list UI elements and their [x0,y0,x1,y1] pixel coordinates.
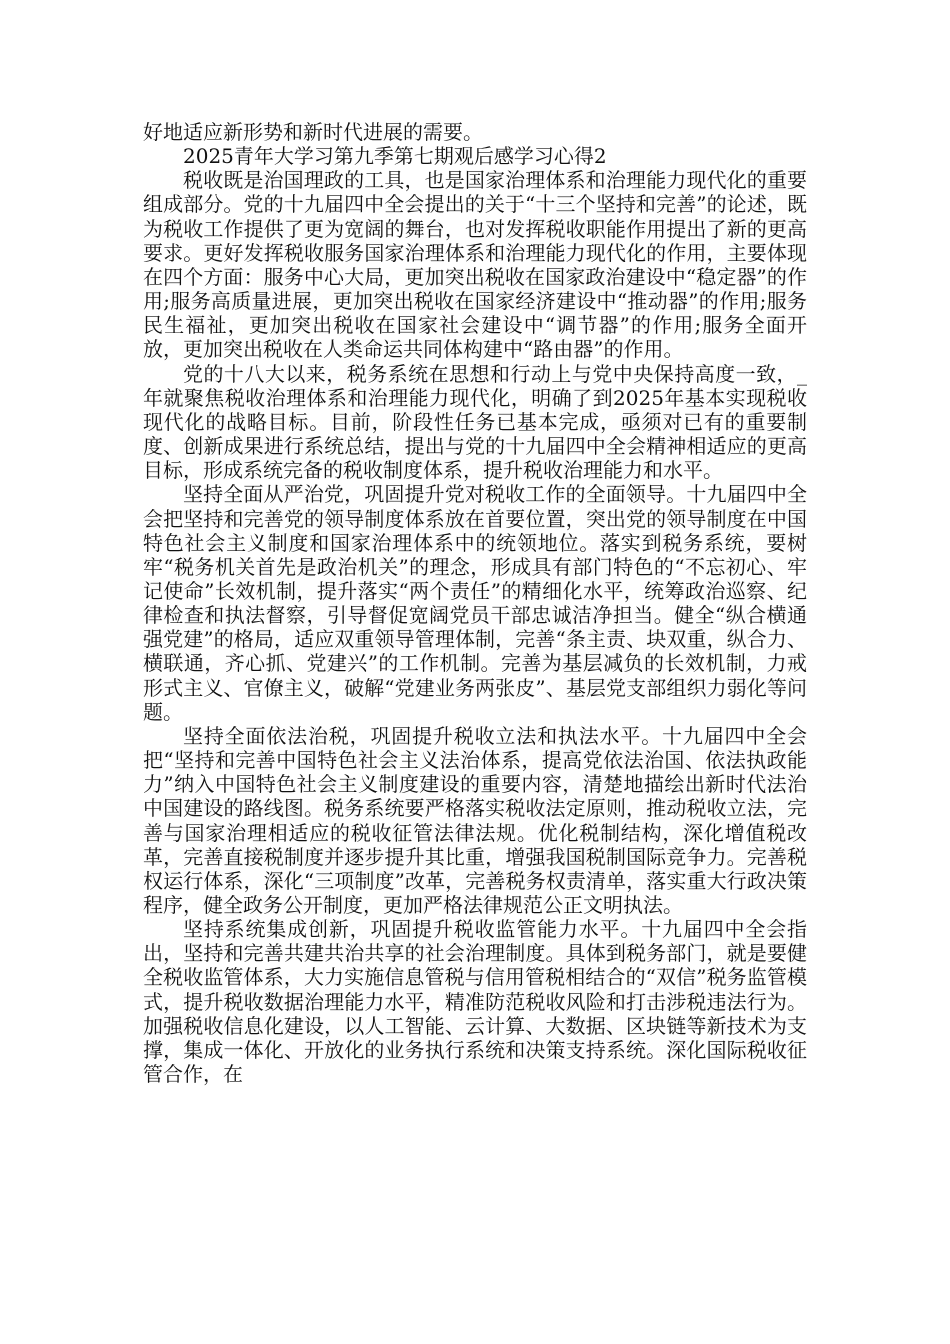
paragraph-system-innovation: 坚持系统集成创新，巩固提升税收监管能力水平。十九届四中全会指出，坚持和完善共建共治共享的社会治理制度。具体到税务部门，就是要健全税收监管体系，大力实施信息管税与信用管税相结合的“双信”税务监管模式，提升税收数据治理能力水平，精准防范税收风险和打击涉税违法行为。加强税收信息化建设，以人工智能、云计算、大数据、区块链等新技术为支撑，集成一体化、开放化的业务执行系统和决策支持系统。深化国际税收征管合作，在 [143,917,807,1087]
paragraph-rule-of-law: 坚持全面依法治税，巩固提升税收立法和执法水平。十九届四中全会把“坚持和完善中国特色社会主义法治体系，提高党依法治国、依法执政能力”纳入中国特色社会主义制度建设的重要内容，清楚地描绘出新时代法治中国建设的路线图。税务系统要严格落实税收法定原则，推动税收立法，完善与国家治理相适应的税收征管法律法规。优化税制结构，深化增值税改革，完善直接税制度并逐步提升其比重，增强我国税制国际竞争力。完善税权运行体系，深化“三项制度”改革，完善税务权责清单，落实重大行政决策程序，健全政务公开制度，更加严格法律规范公正文明执法。 [143,723,807,917]
paragraph-party-leadership: 坚持全面从严治党，巩固提升党对税收工作的全面领导。十九届四中全会把坚持和完善党的领导制度体系放在首要位置，突出党的领导制度在中国特色社会主义制度和国家治理体系中的统领地位。落实到税务系统，要树牢“税务机关首先是政治机关”的理念，形成具有部门特色的“不忘初心、牢记使命”长效机制，提升落实“两个责任”的精细化水平，统筹政治巡察、纪律检查和执法督察，引导督促宽阔党员干部忠诚洁净担当。健全“纵合横通强党建”的格局，适应双重领导管理体制，完善“条主责、块双重，纵合力、横联通，齐心抓、党建兴”的工作机制。完善为基层减负的长效机制，力戒形式主义、官僚主义，破解“党建业务两张皮”、基层党支部组织力弱化等问题。 [143,482,807,724]
document-page [143,120,807,1086]
paragraph-tax-governance: 税收既是治国理政的工具，也是国家治理体系和治理能力现代化的重要组成部分。党的十九届四中全会提出的关于“十三个坚持和完善”的论述，既为税收工作提供了更为宽阔的舞台，也对发挥税收职能作用提出了新的更高要求。更好发挥税收服务国家治理体系和治理能力现代化的作用，主要体现在四个方面：服务中心大局，更加突出税收在国家政治建设中“稳定器”的作用;服务高质量进展，更加突出税收在国家经济建设中“推动器”的作用;服务民生福祉，更加突出税收在国家社会建设中“调节器”的作用;服务全面开放，更加突出税收在人类命运共同体构建中“路由器”的作用。 [143,168,807,362]
section-title: 2025青年大学习第九季第七期观后感学习心得2 [183,144,607,169]
paragraph-continuation: 好地适应新形势和新时代进展的需要。 [143,120,483,144]
paragraph-since-18th-congress: 党的十八大以来，税务系统在思想和行动上与党中央保持高度一致，_年就聚焦税收治理体系和治理能力现代化，明确了到2025年基本实现税收现代化的战略目标。目前，阶段性任务已基本完成，亟须对已有的重要制度、创新成果进行系统总结，提出与党的十九届四中全会精神相适应的更高目标，形成系统完备的税收制度体系，提升税收治理能力和水平。 [143,361,807,483]
